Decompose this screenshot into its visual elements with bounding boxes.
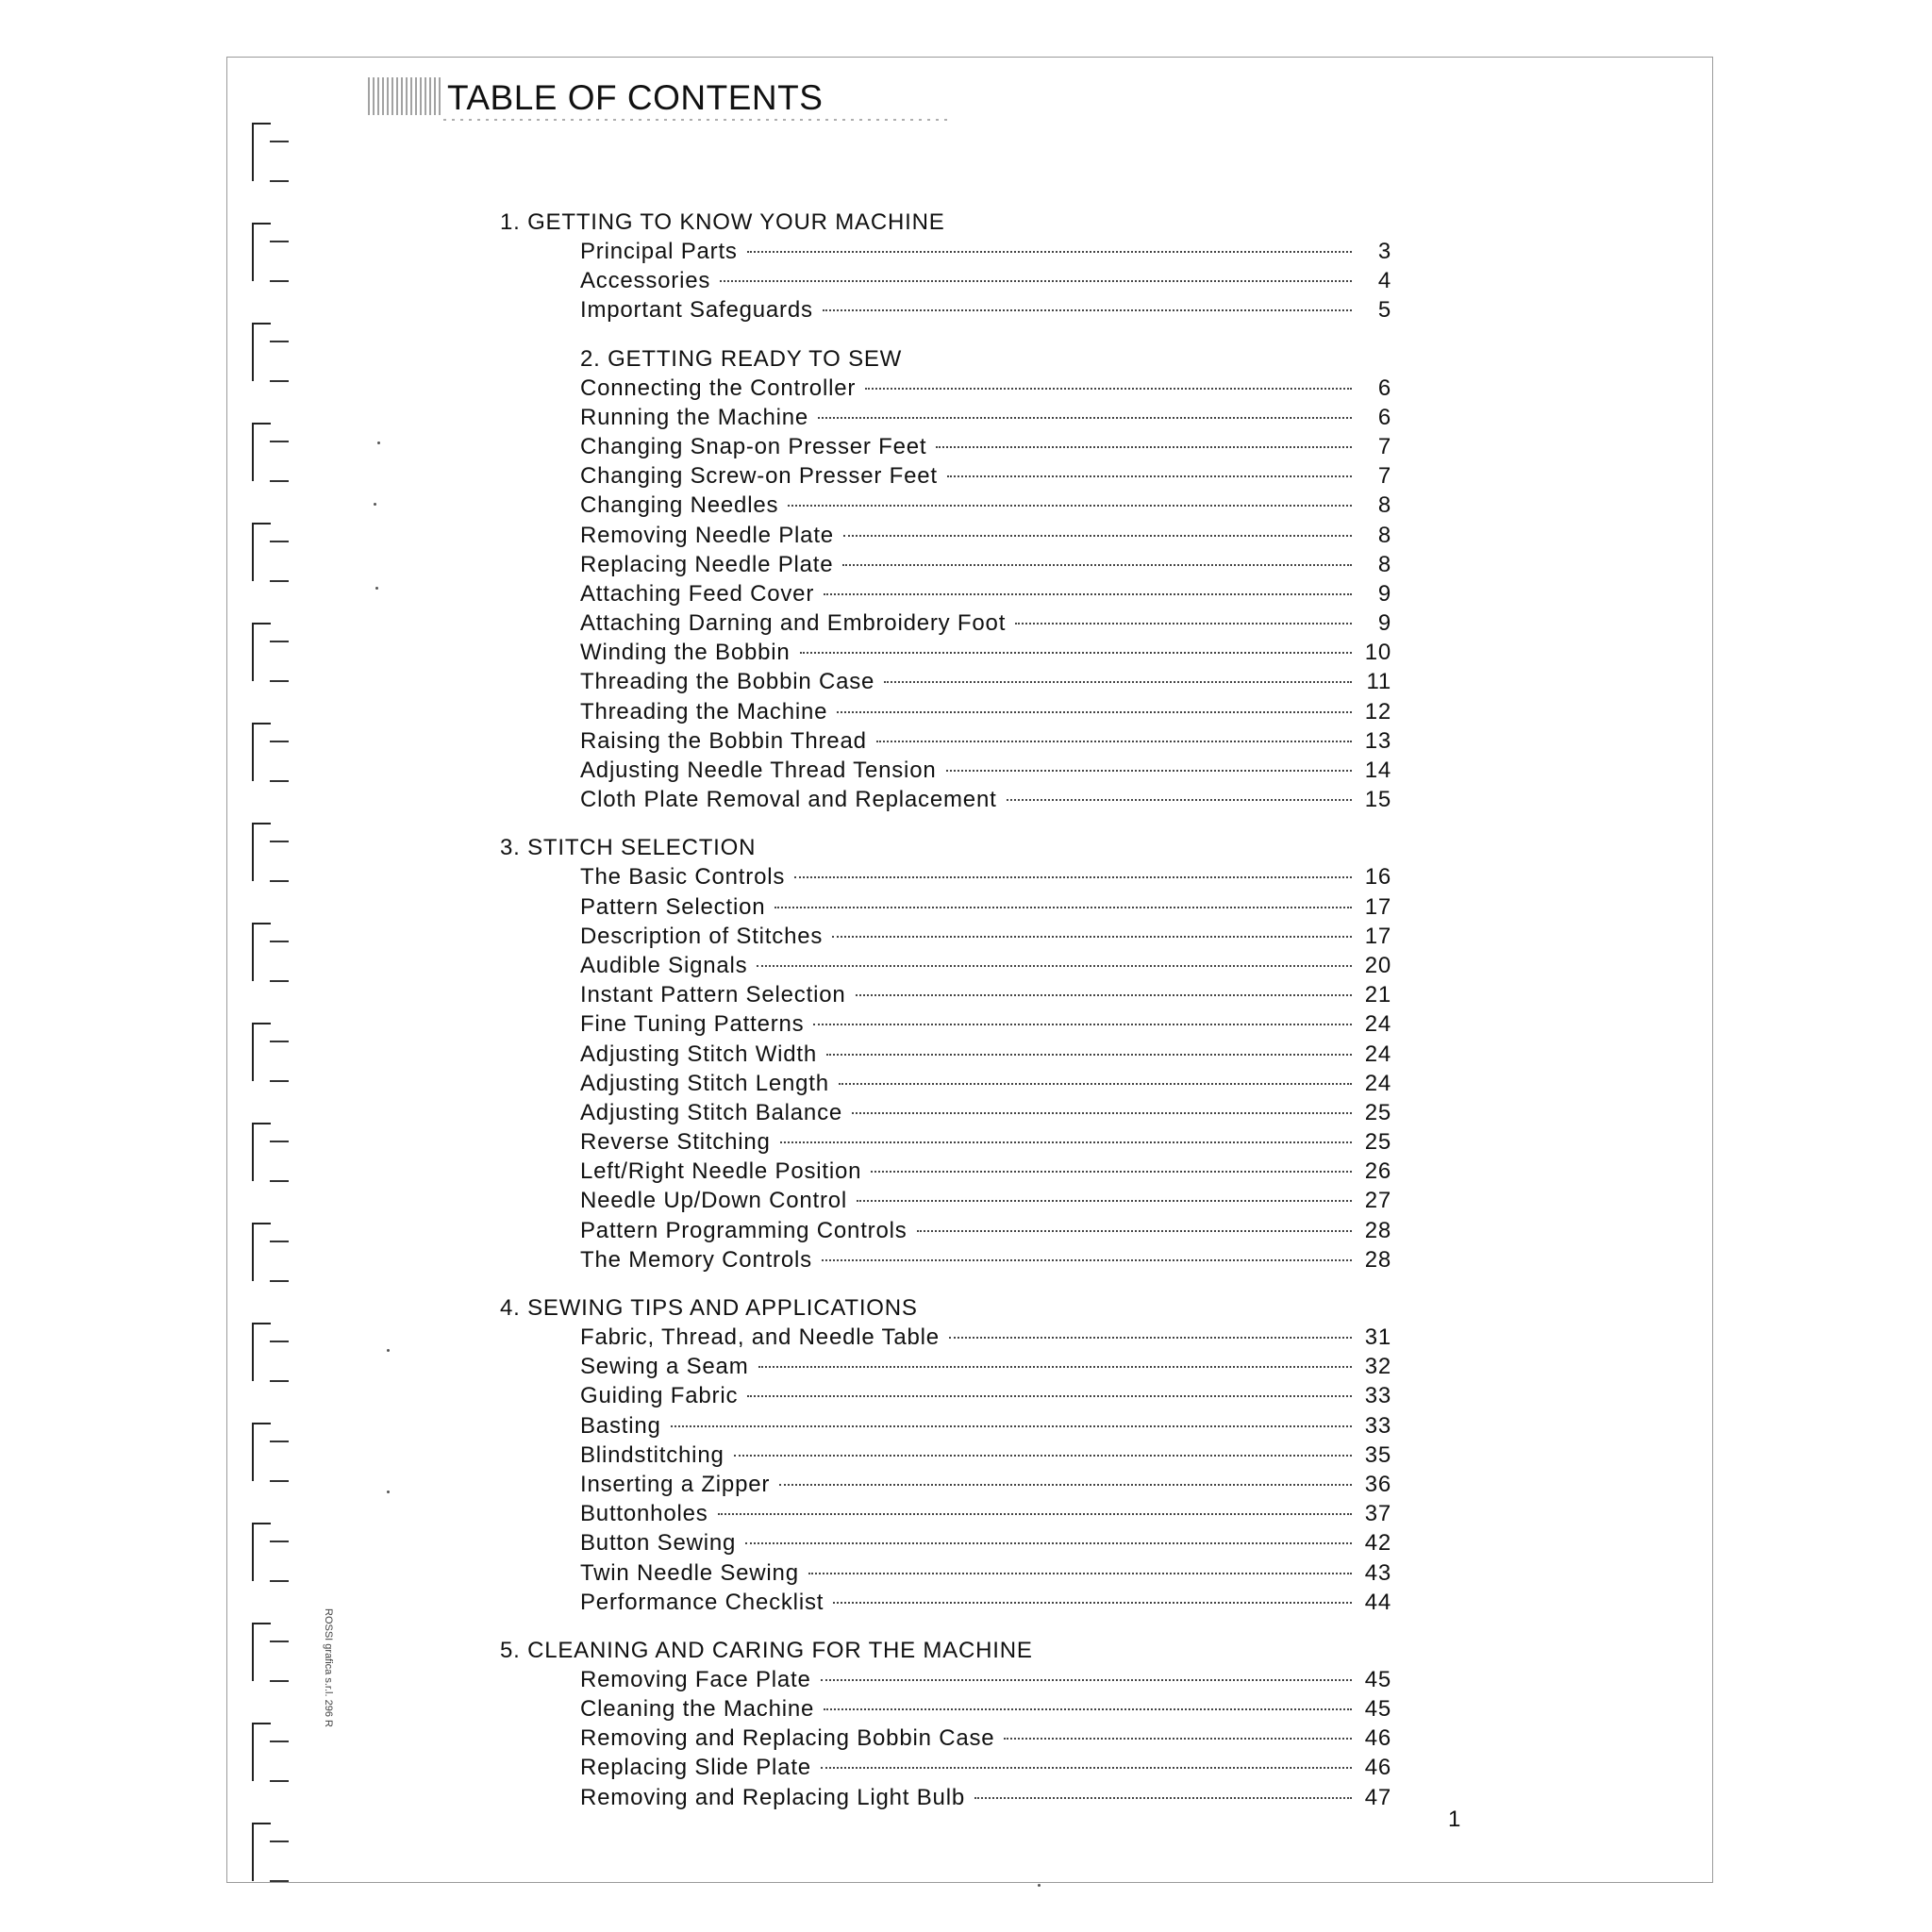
entry-label: Blindstitching bbox=[580, 1441, 724, 1468]
entry-page: 45 bbox=[1364, 1696, 1391, 1723]
entry-page: 21 bbox=[1364, 982, 1391, 1008]
dot-leader bbox=[876, 741, 1352, 742]
entry-page: 35 bbox=[1364, 1441, 1391, 1468]
toc-entry bbox=[500, 892, 1391, 922]
entry-page: 28 bbox=[1364, 1217, 1391, 1243]
entry-page: 36 bbox=[1364, 1471, 1391, 1497]
toc-entry bbox=[500, 266, 1391, 295]
dot-leader bbox=[823, 309, 1352, 311]
toc-entry bbox=[500, 550, 1391, 579]
entry-label: Removing Needle Plate bbox=[580, 522, 834, 548]
binding-mark bbox=[247, 1118, 294, 1184]
dot-leader bbox=[842, 564, 1352, 566]
toc-entry bbox=[500, 521, 1391, 550]
entry-page: 7 bbox=[1377, 433, 1391, 459]
toc-entry bbox=[500, 1528, 1391, 1557]
entry-label: Cleaning the Machine bbox=[580, 1696, 815, 1723]
entry-label: Inserting a Zipper bbox=[580, 1471, 771, 1497]
section-title: 1. GETTING TO KNOW YOUR MACHINE bbox=[500, 209, 945, 235]
entry-label: The Memory Controls bbox=[580, 1246, 812, 1273]
dot-leader bbox=[917, 1230, 1352, 1232]
toc-section bbox=[500, 833, 1391, 1274]
toc-section bbox=[500, 208, 1391, 325]
toc-section bbox=[500, 1293, 1391, 1617]
section-title: 4. SEWING TIPS AND APPLICATIONS bbox=[500, 1295, 918, 1321]
dot-leader bbox=[788, 505, 1352, 507]
page-header bbox=[368, 77, 823, 134]
section-title: 5. CLEANING AND CARING FOR THE MACHINE bbox=[500, 1637, 1033, 1663]
entry-page: 8 bbox=[1377, 492, 1391, 519]
speck bbox=[387, 1491, 390, 1493]
toc-entry bbox=[500, 491, 1391, 520]
toc-section bbox=[500, 344, 1391, 815]
entry-label: Connecting the Controller bbox=[580, 375, 857, 401]
dot-leader bbox=[856, 994, 1353, 996]
entry-page: 5 bbox=[1377, 297, 1391, 324]
speck bbox=[387, 1349, 390, 1352]
dot-leader bbox=[871, 1171, 1352, 1173]
entry-page: 27 bbox=[1364, 1188, 1391, 1214]
toc-entry bbox=[500, 1245, 1391, 1274]
entry-label: Instant Pattern Selection bbox=[580, 982, 846, 1008]
dot-leader bbox=[974, 1797, 1352, 1799]
toc-entry bbox=[500, 1441, 1391, 1470]
entry-label: The Basic Controls bbox=[580, 864, 786, 891]
entry-label: Pattern Programming Controls bbox=[580, 1217, 908, 1243]
dot-leader bbox=[818, 417, 1352, 419]
entry-page: 43 bbox=[1364, 1559, 1391, 1586]
dot-leader bbox=[837, 711, 1352, 713]
dot-leader bbox=[758, 1366, 1353, 1368]
dot-leader bbox=[718, 1513, 1352, 1515]
entry-label: Replacing Slide Plate bbox=[580, 1755, 811, 1781]
printer-imprint: ROSSI grafica s.r.l. 296 R bbox=[323, 1608, 334, 1727]
toc-entry bbox=[500, 1783, 1391, 1812]
entry-label: Twin Needle Sewing bbox=[580, 1559, 799, 1586]
dot-leader bbox=[794, 876, 1352, 878]
binding-mark bbox=[247, 618, 294, 684]
toc-entry bbox=[500, 1352, 1391, 1381]
toc-entry bbox=[500, 608, 1391, 638]
toc-entry bbox=[500, 461, 1391, 491]
entry-label: Description of Stitches bbox=[580, 923, 824, 949]
entry-page: 9 bbox=[1377, 610, 1391, 637]
entry-page: 13 bbox=[1364, 727, 1391, 754]
dot-leader bbox=[821, 1679, 1352, 1681]
entry-label: Adjusting Stitch Width bbox=[580, 1041, 818, 1067]
toc-entry bbox=[500, 1665, 1391, 1694]
entry-page: 6 bbox=[1377, 375, 1391, 401]
scan-artifact-line bbox=[443, 119, 953, 121]
toc-entry bbox=[500, 697, 1391, 726]
page-title: TABLE OF CONTENTS bbox=[447, 78, 824, 117]
page-number: 1 bbox=[1448, 1807, 1461, 1832]
entry-page: 45 bbox=[1364, 1666, 1391, 1692]
entry-page: 20 bbox=[1364, 952, 1391, 978]
dot-leader bbox=[1007, 799, 1352, 801]
entry-label: Running the Machine bbox=[580, 404, 809, 430]
toc-entry bbox=[500, 1323, 1391, 1352]
entry-label: Principal Parts bbox=[580, 239, 738, 264]
entry-page: 10 bbox=[1364, 640, 1391, 666]
entry-page: 9 bbox=[1377, 580, 1391, 607]
dot-leader bbox=[822, 1259, 1352, 1261]
toc-entry bbox=[500, 1216, 1391, 1245]
entry-page: 33 bbox=[1364, 1412, 1391, 1439]
binding-mark bbox=[247, 1618, 294, 1684]
binding-mark bbox=[247, 218, 294, 284]
dot-leader bbox=[800, 652, 1352, 654]
binding-mark bbox=[247, 818, 294, 884]
toc-entry bbox=[500, 667, 1391, 696]
binding-mark bbox=[247, 118, 294, 184]
dot-leader bbox=[826, 1054, 1352, 1056]
entry-label: Pattern Selection bbox=[580, 893, 766, 920]
entry-label: Left/Right Needle Position bbox=[580, 1158, 862, 1185]
dot-leader bbox=[857, 1200, 1352, 1202]
entry-page: 46 bbox=[1364, 1725, 1391, 1752]
binding-marks bbox=[247, 118, 304, 1873]
binding-mark bbox=[247, 318, 294, 384]
speck bbox=[374, 503, 376, 506]
toc-entry bbox=[500, 1381, 1391, 1410]
entry-label: Button Sewing bbox=[580, 1530, 737, 1557]
toc-entry bbox=[500, 638, 1391, 667]
entry-page: 24 bbox=[1364, 1070, 1391, 1096]
dot-leader bbox=[865, 388, 1352, 390]
dot-leader bbox=[774, 907, 1352, 908]
toc-entry bbox=[500, 1009, 1391, 1039]
entry-page: 11 bbox=[1366, 669, 1391, 695]
toc-entry bbox=[500, 785, 1391, 814]
entry-label: Threading the Bobbin Case bbox=[580, 669, 875, 695]
toc-entry bbox=[500, 756, 1391, 785]
toc-entry bbox=[500, 1558, 1391, 1588]
entry-page: 37 bbox=[1364, 1501, 1391, 1527]
dot-leader bbox=[947, 475, 1352, 477]
binding-mark bbox=[247, 1318, 294, 1384]
speck bbox=[377, 441, 380, 444]
dot-leader bbox=[734, 1455, 1352, 1457]
toc-entry bbox=[500, 726, 1391, 756]
entry-page: 17 bbox=[1364, 923, 1391, 949]
toc-entry bbox=[500, 980, 1391, 1009]
entry-label: Attaching Darning and Embroidery Foot bbox=[580, 610, 1007, 637]
entry-label: Fine Tuning Patterns bbox=[580, 1011, 805, 1038]
entry-label: Fabric, Thread, and Needle Table bbox=[580, 1324, 940, 1350]
dot-leader bbox=[843, 535, 1352, 537]
toc-entry bbox=[500, 374, 1391, 403]
entry-label: Sewing a Seam bbox=[580, 1354, 749, 1380]
binding-mark bbox=[247, 718, 294, 784]
entry-label: Important Safeguards bbox=[580, 297, 813, 324]
entry-label: Removing and Replacing Bobbin Case bbox=[580, 1725, 995, 1752]
entry-label: Changing Screw-on Presser Feet bbox=[580, 463, 938, 490]
dot-leader bbox=[946, 770, 1353, 772]
entry-label: Performance Checklist bbox=[580, 1589, 824, 1615]
dot-leader bbox=[747, 1395, 1352, 1397]
dot-leader bbox=[824, 1708, 1352, 1710]
dot-leader bbox=[671, 1425, 1352, 1427]
entry-label: Adjusting Needle Thread Tension bbox=[580, 758, 937, 783]
toc-entry bbox=[500, 1098, 1391, 1127]
entry-page: 46 bbox=[1364, 1755, 1391, 1781]
dot-leader bbox=[949, 1337, 1352, 1339]
toc-entry bbox=[500, 1499, 1391, 1528]
entry-page: 8 bbox=[1377, 522, 1391, 548]
entry-page: 33 bbox=[1364, 1383, 1391, 1409]
toc-entry bbox=[500, 951, 1391, 980]
entry-page: 7 bbox=[1377, 463, 1391, 490]
entry-label: Guiding Fabric bbox=[580, 1383, 739, 1409]
entry-label: Adjusting Stitch Balance bbox=[580, 1099, 843, 1125]
toc-entry bbox=[500, 1753, 1391, 1782]
speck bbox=[375, 587, 378, 590]
entry-label: Cloth Plate Removal and Replacement bbox=[580, 787, 997, 813]
dot-leader bbox=[720, 280, 1352, 282]
entry-label: Raising the Bobbin Thread bbox=[580, 727, 867, 754]
entry-page: 32 bbox=[1364, 1354, 1391, 1380]
dot-leader bbox=[884, 681, 1352, 683]
entry-label: Accessories bbox=[580, 268, 711, 294]
entry-label: Audible Signals bbox=[580, 952, 748, 978]
dot-leader bbox=[813, 1024, 1352, 1025]
entry-label: Attaching Feed Cover bbox=[580, 580, 815, 607]
toc-entry bbox=[500, 1040, 1391, 1069]
dot-leader bbox=[839, 1083, 1352, 1085]
toc-entry bbox=[500, 1694, 1391, 1724]
toc-entry bbox=[500, 922, 1391, 951]
entry-page: 8 bbox=[1377, 551, 1391, 577]
dot-leader bbox=[821, 1767, 1352, 1769]
entry-label: Changing Needles bbox=[580, 492, 779, 519]
entry-label: Buttonholes bbox=[580, 1501, 708, 1527]
binding-mark bbox=[247, 1718, 294, 1784]
entry-page: 28 bbox=[1364, 1246, 1391, 1273]
entry-page: 24 bbox=[1364, 1011, 1391, 1038]
entry-page: 15 bbox=[1364, 787, 1391, 813]
dot-leader bbox=[852, 1112, 1352, 1114]
toc-entry bbox=[500, 1588, 1391, 1617]
section-title: 3. STITCH SELECTION bbox=[500, 835, 757, 861]
speck bbox=[1038, 1884, 1041, 1887]
toc-entry bbox=[500, 1724, 1391, 1753]
toc-entry bbox=[500, 1411, 1391, 1441]
entry-page: 26 bbox=[1364, 1158, 1391, 1185]
entry-page: 42 bbox=[1364, 1530, 1391, 1557]
entry-page: 3 bbox=[1377, 239, 1391, 264]
entry-label: Adjusting Stitch Length bbox=[580, 1070, 829, 1096]
entry-label: Basting bbox=[580, 1412, 661, 1439]
binding-mark bbox=[247, 918, 294, 984]
binding-mark bbox=[247, 1418, 294, 1484]
entry-page: 12 bbox=[1364, 698, 1391, 724]
toc-entry bbox=[500, 1127, 1391, 1157]
entry-page: 6 bbox=[1377, 404, 1391, 430]
toc-section bbox=[500, 1636, 1391, 1812]
toc-entry bbox=[500, 579, 1391, 608]
binding-mark bbox=[247, 1818, 294, 1884]
entry-page: 4 bbox=[1377, 268, 1391, 294]
entry-label: Removing and Replacing Light Bulb bbox=[580, 1784, 965, 1810]
entry-page: 14 bbox=[1364, 758, 1391, 783]
binding-mark bbox=[247, 518, 294, 584]
entry-page: 44 bbox=[1364, 1589, 1391, 1615]
entry-page: 24 bbox=[1364, 1041, 1391, 1067]
toc-entry bbox=[500, 237, 1391, 266]
dot-leader bbox=[833, 1602, 1352, 1604]
entry-label: Reverse Stitching bbox=[580, 1129, 771, 1156]
toc-entry bbox=[500, 403, 1391, 432]
dot-leader bbox=[779, 1484, 1352, 1486]
entry-label: Needle Up/Down Control bbox=[580, 1188, 848, 1214]
entry-page: 47 bbox=[1364, 1784, 1391, 1810]
entry-page: 17 bbox=[1364, 893, 1391, 920]
dot-leader bbox=[808, 1573, 1352, 1574]
entry-label: Threading the Machine bbox=[580, 698, 828, 724]
toc-entry bbox=[500, 1157, 1391, 1186]
binding-mark bbox=[247, 1018, 294, 1084]
entry-page: 25 bbox=[1364, 1129, 1391, 1156]
entry-label: Winding the Bobbin bbox=[580, 640, 791, 666]
toc-entry bbox=[500, 1470, 1391, 1499]
dot-leader bbox=[757, 965, 1352, 967]
section-title: 2. GETTING READY TO SEW bbox=[580, 345, 903, 372]
toc-entry bbox=[500, 1069, 1391, 1098]
dot-leader bbox=[832, 936, 1352, 938]
binding-mark bbox=[247, 418, 294, 484]
dot-leader bbox=[824, 593, 1352, 595]
binding-mark bbox=[247, 1518, 294, 1584]
dot-leader bbox=[747, 251, 1352, 253]
dot-leader bbox=[1004, 1738, 1352, 1740]
entry-page: 25 bbox=[1364, 1099, 1391, 1125]
dot-leader bbox=[936, 446, 1352, 448]
entry-label: Removing Face Plate bbox=[580, 1666, 811, 1692]
scan-artifact bbox=[368, 77, 443, 115]
binding-mark bbox=[247, 1218, 294, 1284]
table-of-contents bbox=[500, 208, 1391, 1831]
entry-label: Replacing Needle Plate bbox=[580, 551, 834, 577]
entry-page: 16 bbox=[1364, 864, 1391, 891]
dot-leader bbox=[780, 1141, 1352, 1143]
toc-entry bbox=[500, 295, 1391, 325]
toc-entry bbox=[500, 1186, 1391, 1215]
dot-leader bbox=[1015, 623, 1352, 625]
dot-leader bbox=[745, 1542, 1352, 1544]
entry-label: Changing Snap-on Presser Feet bbox=[580, 433, 927, 459]
toc-entry bbox=[500, 432, 1391, 461]
toc-entry bbox=[500, 862, 1391, 891]
entry-page: 31 bbox=[1364, 1324, 1391, 1350]
